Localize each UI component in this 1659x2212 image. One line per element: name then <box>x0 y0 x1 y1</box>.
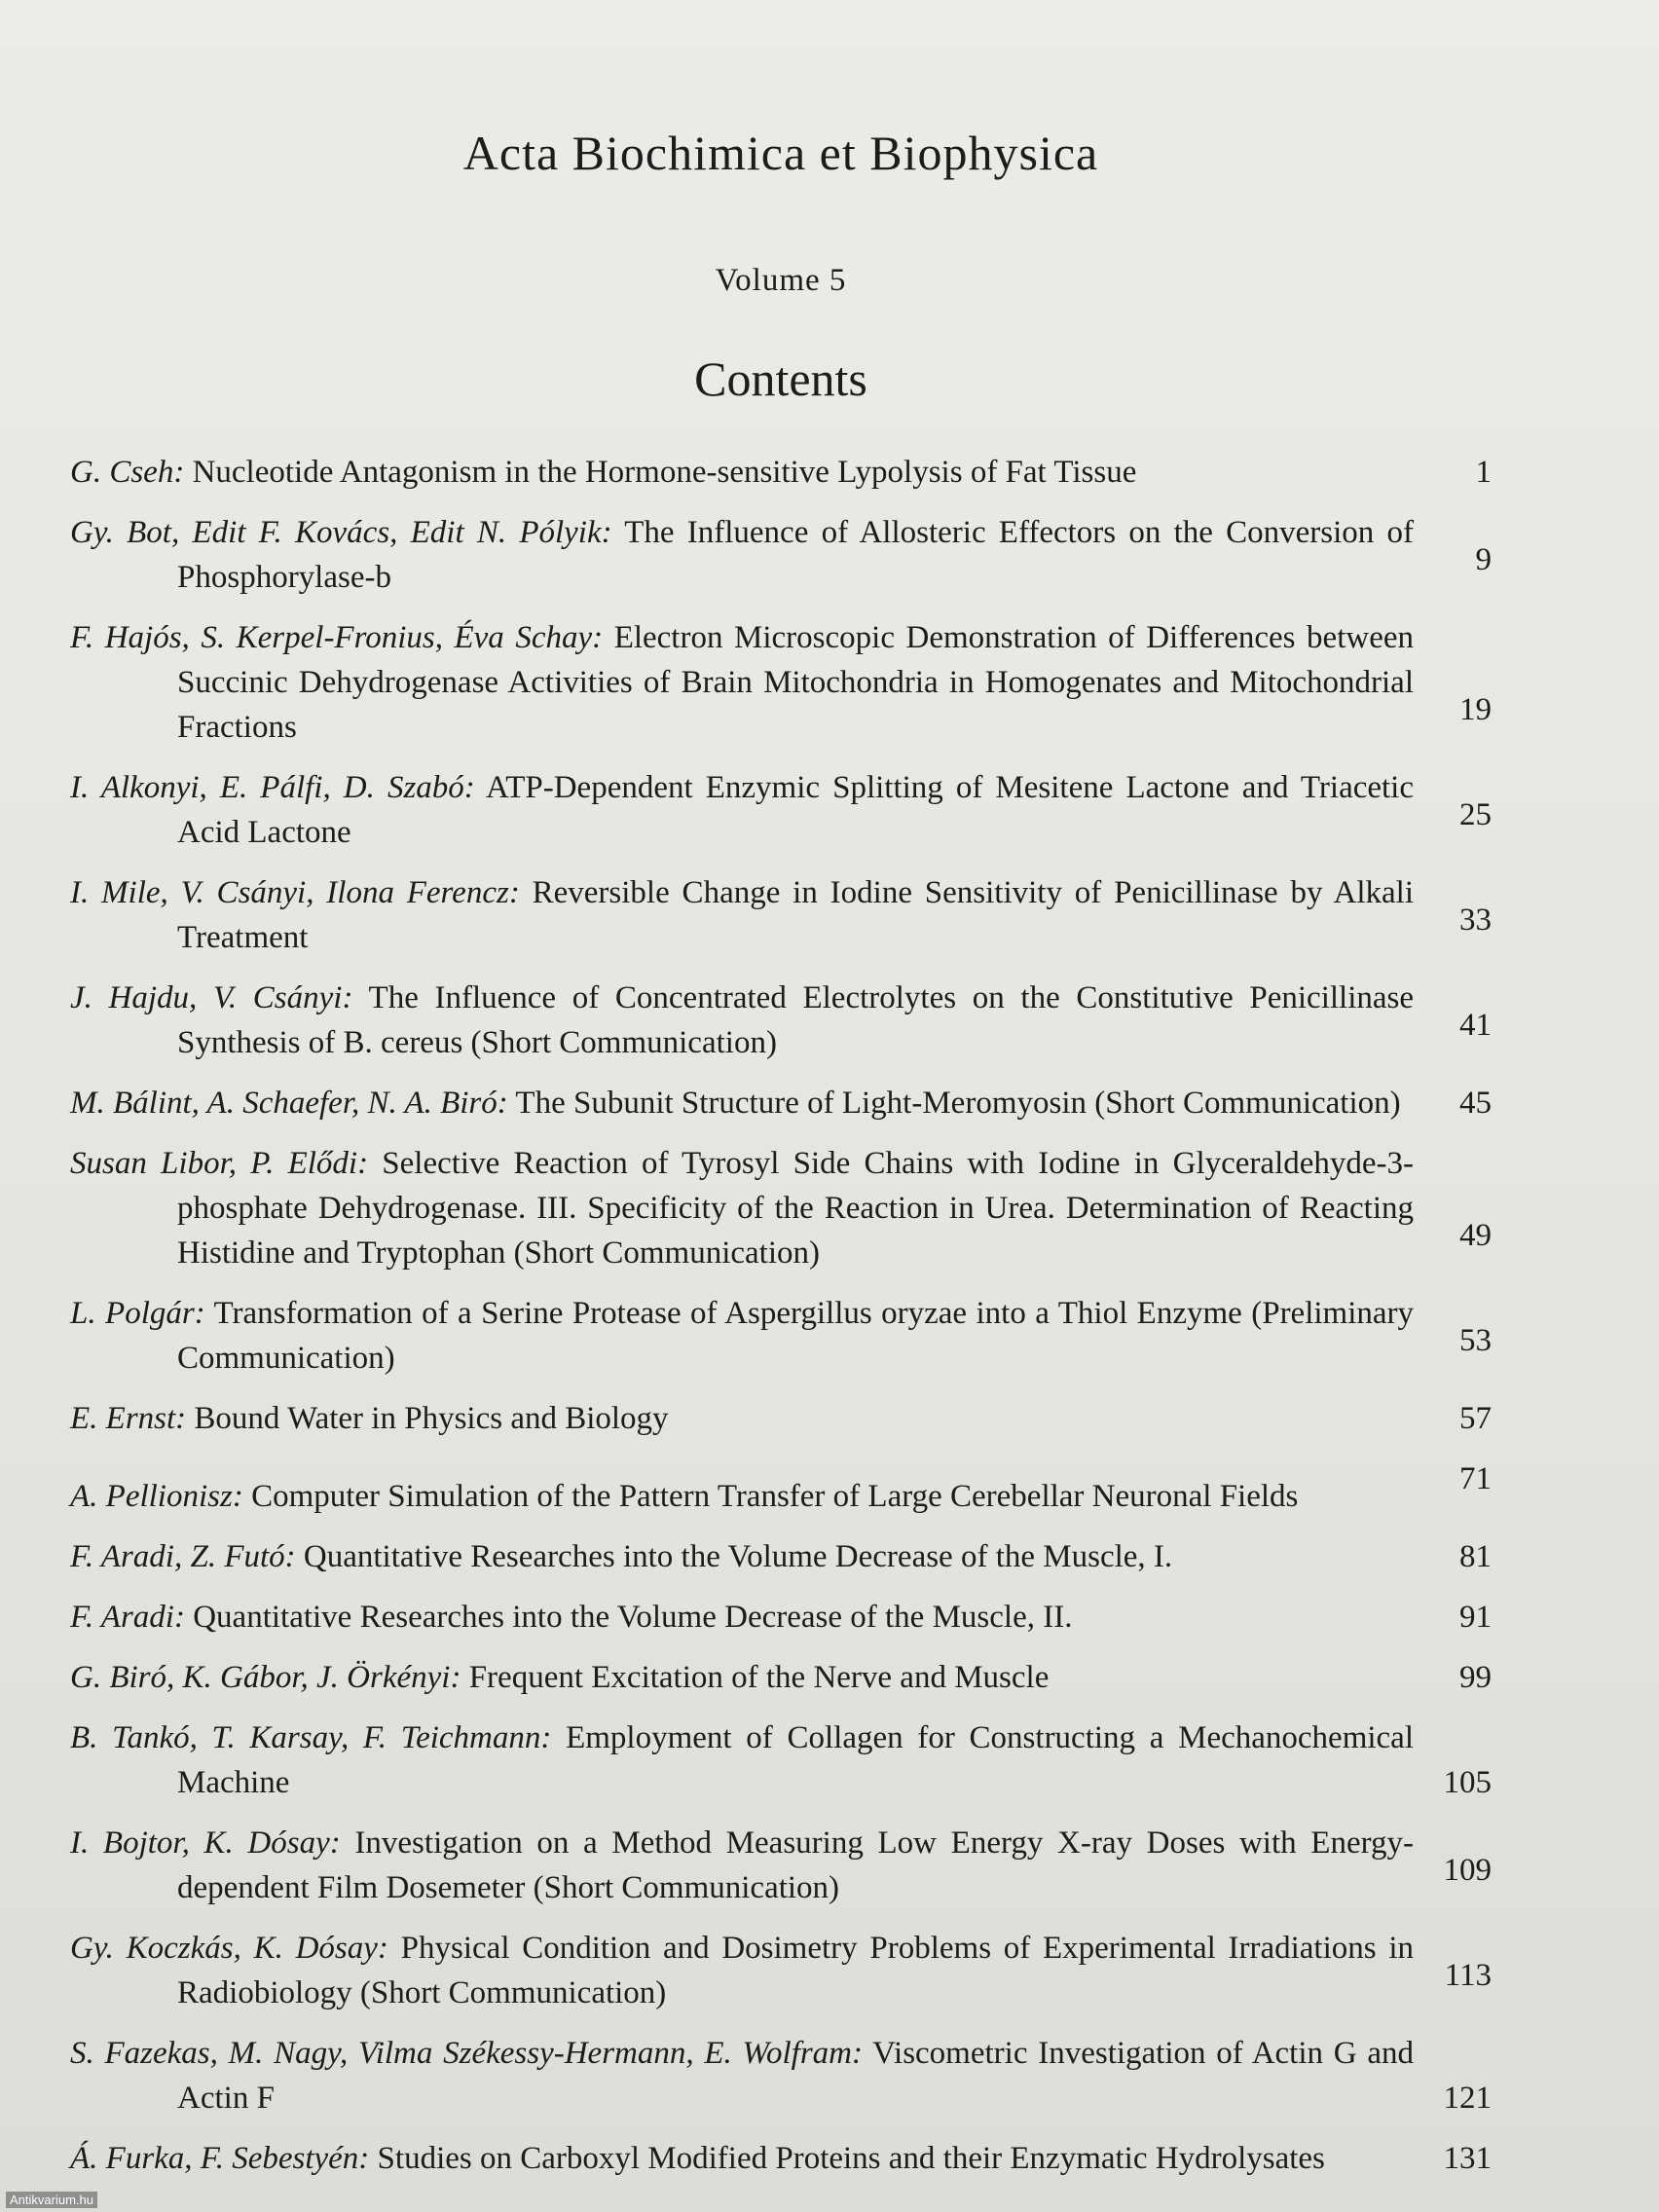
toc-entry-text <box>70 976 1414 1065</box>
toc-entry-text <box>70 1655 1414 1700</box>
toc-entry-text <box>70 510 1414 600</box>
toc-page-number: 121 <box>1443 2081 1492 2116</box>
toc-entry-text <box>70 1081 1414 1125</box>
toc-title: Transformation of a Serine Protease of Aspergillus oryzae into a Thiol Enzyme (Preliminary Communication) <box>177 1296 1415 1376</box>
toc-entry <box>70 1926 1492 2015</box>
toc-entry-text <box>70 1926 1414 2015</box>
toc-entry <box>70 1715 1492 1805</box>
toc-entry-text <box>70 2031 1414 2120</box>
toc-authors: Gy. Koczkás, K. Dósay: <box>70 1931 388 1966</box>
toc-entry-text <box>70 1821 1414 1910</box>
toc-entry-text <box>70 450 1414 495</box>
toc-entry <box>70 2136 1492 2181</box>
toc-entry <box>70 1655 1492 1700</box>
toc-title: Quantitative Researches into the Volume Decrease of the Muscle, I. <box>303 1539 1173 1574</box>
toc-title: Nucleotide Antagonism in the Hormone-sensitive Lypolysis of Fat Tissue <box>192 455 1137 490</box>
toc-title: Quantitative Researches into the Volume Decrease of the Muscle, II. <box>193 1600 1073 1635</box>
toc-title: Frequent Excitation of the Nerve and Muscle <box>468 1660 1050 1695</box>
contents-heading: Contents <box>694 351 867 406</box>
toc-page-number: 99 <box>1459 1660 1492 1695</box>
toc-entry-text <box>70 2136 1414 2181</box>
toc-entry <box>70 1456 1492 1519</box>
toc-title: Physical Condition and Dosimetry Problems of Experimental Irradiations in Radiobiology (Short Communication) <box>177 1931 1415 2010</box>
toc-page-number: 105 <box>1443 1765 1492 1800</box>
toc-entry-text <box>70 870 1414 960</box>
toc-entry-text <box>70 1396 1414 1441</box>
toc-entry <box>70 1291 1492 1381</box>
toc-authors: F. Hajós, S. Kerpel-Fronius, Éva Schay: <box>70 620 604 655</box>
table-of-contents <box>70 450 1492 2196</box>
toc-title: ATP-Dependent Enzymic Splitting of Mesitene Lactone and Triacetic Acid Lactone <box>177 770 1414 850</box>
toc-authors: Á. Furka, F. Sebestyén: <box>70 2141 370 2176</box>
toc-authors: I. Alkonyi, E. Pálfi, D. Szabó: <box>70 770 475 805</box>
toc-entry <box>70 2031 1492 2120</box>
toc-authors: J. Hajdu, V. Csányi: <box>70 980 353 1015</box>
toc-page-number: 49 <box>1459 1218 1492 1253</box>
toc-entry-text <box>70 615 1414 750</box>
toc-page-number: 1 <box>1475 455 1492 490</box>
toc-entry <box>70 1821 1492 1910</box>
toc-entry <box>70 615 1492 750</box>
watermark: Antikvarium.hu <box>6 2192 97 2208</box>
toc-title: The Influence of Allosteric Effectors on the Conversion of Phosphorylase-b <box>177 515 1414 595</box>
volume-label: Volume 5 <box>715 263 847 298</box>
toc-title: Computer Simulation of the Pattern Transfer of Large Cerebellar Neuronal Fields <box>251 1479 1299 1514</box>
toc-page-number: 131 <box>1443 2141 1492 2176</box>
toc-title: Reversible Change in Iodine Sensitivity of Penicillinase by Alkali Treatment <box>177 875 1414 955</box>
toc-authors: G. Cseh: <box>70 455 185 490</box>
toc-page-number: 25 <box>1459 797 1492 832</box>
toc-authors: E. Ernst: <box>70 1401 187 1436</box>
toc-entry <box>70 870 1492 960</box>
toc-title: The Subunit Structure of Light-Meromyosin (Short Communication) <box>515 1086 1401 1121</box>
toc-entry-text <box>70 1534 1414 1579</box>
toc-entry <box>70 450 1492 495</box>
toc-authors: F. Aradi, Z. Futó: <box>70 1539 296 1574</box>
toc-authors: Susan Libor, P. Elődi: <box>70 1146 369 1181</box>
toc-entry-text <box>70 1291 1414 1381</box>
toc-entry-text <box>70 1141 1414 1275</box>
toc-authors: B. Tankó, T. Karsay, F. Teichmann: <box>70 1720 552 1755</box>
toc-entry <box>70 976 1492 1065</box>
toc-page-number: 53 <box>1459 1323 1492 1358</box>
toc-entry <box>70 510 1492 600</box>
toc-page-number: 45 <box>1459 1086 1492 1121</box>
toc-page-number: 81 <box>1459 1539 1492 1574</box>
toc-authors: I. Bojtor, K. Dósay: <box>70 1825 341 1861</box>
toc-authors: A. Pellionisz: <box>70 1479 243 1514</box>
toc-entry <box>70 765 1492 855</box>
toc-entry-text <box>70 1715 1414 1805</box>
toc-title: Employment of Collagen for Constructing a Mechanochemical Machine <box>177 1720 1414 1800</box>
toc-page-number: 33 <box>1459 903 1492 938</box>
toc-page-number: 109 <box>1443 1853 1492 1888</box>
toc-page-number: 19 <box>1459 692 1492 727</box>
toc-title: Viscometric Investigation of Actin G and Actin F <box>177 2036 1415 2116</box>
toc-entry <box>70 1081 1492 1125</box>
toc-authors: M. Bálint, A. Schaefer, N. A. Biró: <box>70 1086 508 1121</box>
toc-entry-text <box>70 1474 1414 1519</box>
toc-page-number: 57 <box>1459 1401 1492 1436</box>
toc-title: The Influence of Concentrated Electrolytes on the Constitutive Penicillinase Synthesis of B. cereus (Short Communication) <box>177 980 1415 1060</box>
toc-entry-text <box>70 1595 1414 1640</box>
toc-authors: G. Biró, K. Gábor, J. Örkényi: <box>70 1660 461 1695</box>
toc-page-number: 71 <box>1459 1461 1492 1496</box>
toc-authors: Gy. Bot, Edit F. Kovács, Edit N. Pólyik: <box>70 515 612 550</box>
toc-entry <box>70 1595 1492 1640</box>
toc-authors: F. Aradi: <box>70 1600 185 1635</box>
toc-authors: S. Fazekas, M. Nagy, Vilma Székessy-Hermann, E. Wolfram: <box>70 2036 863 2071</box>
toc-title: Bound Water in Physics and Biology <box>194 1401 669 1436</box>
toc-entry <box>70 1534 1492 1579</box>
toc-entry-text <box>70 765 1414 855</box>
toc-page-number: 9 <box>1475 542 1492 577</box>
toc-title: Investigation on a Method Measuring Low Energy X-ray Doses with Energy-dependent Film Dosemeter (Short Communication) <box>177 1825 1414 1905</box>
toc-title: Electron Microscopic Demonstration of Differences between Succinic Dehydrogenase Activities of Brain Mitochondria in Homogenates and Mitochondrial Fractions <box>177 620 1414 745</box>
toc-authors: I. Mile, V. Csányi, Ilona Ferencz: <box>70 875 520 910</box>
toc-page-number: 91 <box>1459 1600 1492 1635</box>
toc-authors: L. Polgár: <box>70 1296 205 1331</box>
toc-entry <box>70 1141 1492 1275</box>
toc-title: Studies on Carboxyl Modified Proteins and their Enzymatic Hydrolysates <box>377 2141 1325 2176</box>
toc-page-number: 113 <box>1444 1958 1492 1993</box>
journal-title: Acta Biochimica et Biophysica <box>462 126 1099 180</box>
toc-page-number: 41 <box>1459 1008 1492 1043</box>
toc-title: Selective Reaction of Tyrosyl Side Chains with Iodine in Glyceraldehyde-3-phosphate Dehydrogenase. III. Specificity of the Reaction in Urea. Determination of Reacting Histidine and Tryptophan (Short Communication) <box>177 1146 1415 1271</box>
toc-entry <box>70 1396 1492 1441</box>
